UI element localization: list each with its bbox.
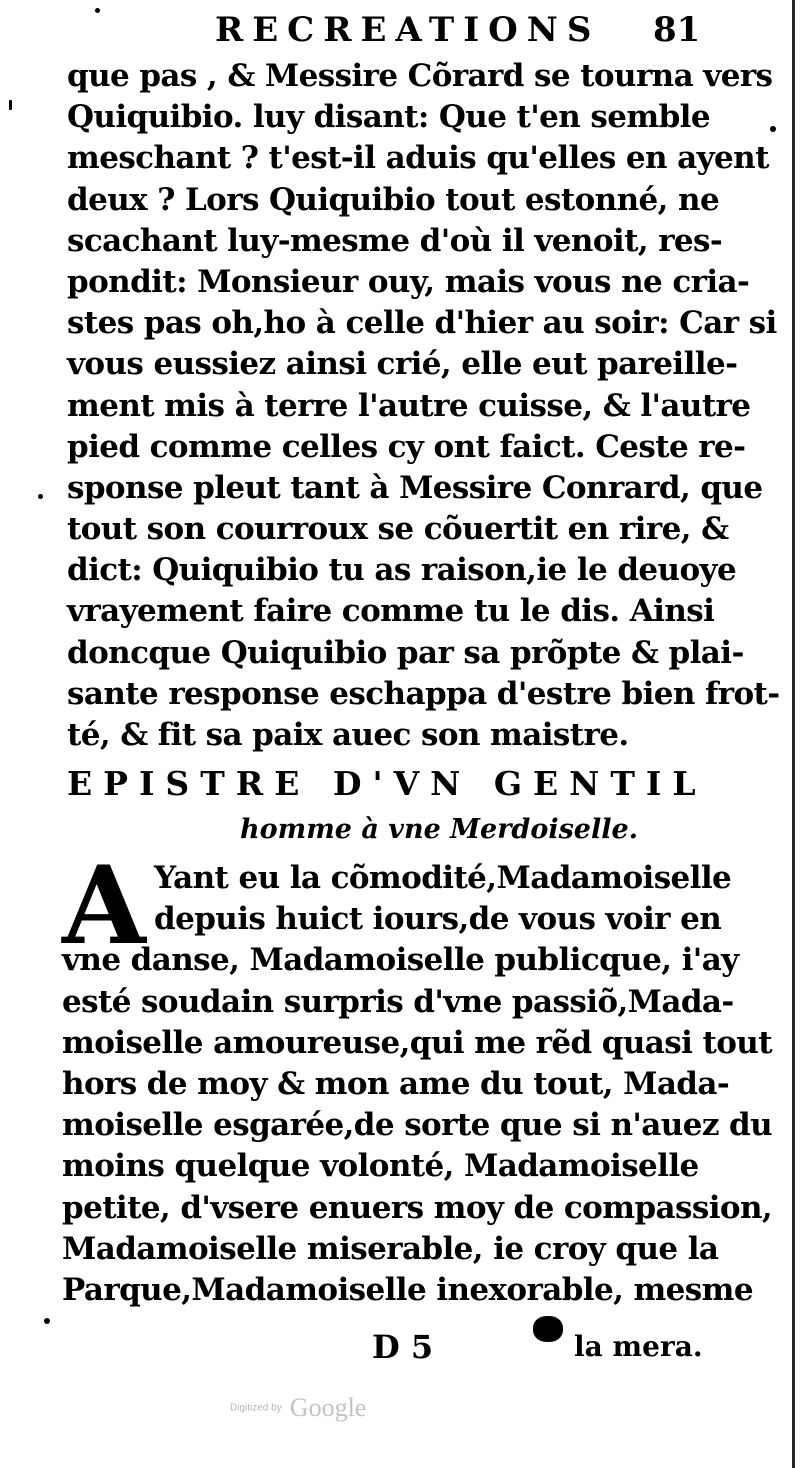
ink-speck xyxy=(38,494,43,499)
signature-mark: D 5 xyxy=(372,1328,434,1366)
text-line: esté soudain surpris d'vne passiõ,Mada- xyxy=(62,983,734,1020)
running-title: RECREATIONS xyxy=(215,10,601,50)
ink-speck xyxy=(533,1316,563,1342)
text-line: meschant ? t'est-il aduis qu'elles en ayent xyxy=(67,140,769,177)
text-line: vous eussiez ainsi crié, elle eut pareille- xyxy=(67,346,738,383)
text-line: petite, d'vsere enuers moy de compassion, xyxy=(62,1189,773,1226)
ink-speck xyxy=(95,8,100,13)
ink-speck xyxy=(770,126,776,132)
text-line: Parque,Madamoiselle inexorable, mesme xyxy=(62,1271,753,1308)
ink-speck xyxy=(44,1318,50,1324)
text-line: scachant luy-mesme d'où il venoit, res- xyxy=(67,222,723,259)
anecdote-paragraph xyxy=(67,56,780,756)
text-line: depuis huict iours,de vous voir en xyxy=(154,901,722,938)
text-line: moiselle esgarée,de sorte que si n'auez du xyxy=(62,1107,773,1144)
text-line: Yant eu la cõmodité,Madamoiselle xyxy=(154,860,732,896)
text-line: pied comme celles cy ont faict. Ceste re- xyxy=(67,428,746,465)
text-line: deux ? Lors Quiquibio tout estonné, ne xyxy=(67,181,720,218)
digitized-label: Digitized by xyxy=(230,1402,282,1414)
drop-cap: A xyxy=(62,843,146,969)
text-line: Madamoiselle miserable, ie croy que la xyxy=(62,1230,719,1267)
text-line: té, & fit sa paix auec son maistre. xyxy=(67,717,629,753)
google-label: Google xyxy=(289,1393,367,1422)
text-line: moins quelque volonté, Madamoiselle xyxy=(62,1148,699,1185)
text-line: moiselle amoureuse,qui me rẽd quasi tout xyxy=(62,1024,772,1061)
text-line: pondit: Monsieur ouy, mais vous ne cria- xyxy=(67,263,750,300)
text-line: sante response eschappa d'estre bien frot- xyxy=(67,675,780,712)
text-line: ment mis à terre l'autre cuisse, & l'autre xyxy=(67,387,751,424)
running-head xyxy=(215,10,715,50)
text-line: dict: Quiquibio tu as raison,ie le deuoye xyxy=(67,552,737,589)
ink-speck xyxy=(9,100,12,110)
text-line: que pas , & Messire Cõrard se tourna vers xyxy=(67,58,773,94)
catchword: la mera. xyxy=(574,1330,703,1363)
section-subtitle: homme à vne Merdoiselle. xyxy=(240,814,639,845)
section-title: EPISTRE D'VN GENTIL xyxy=(67,764,707,803)
text-line: hors de moy & mon ame du tout, Mada- xyxy=(62,1065,730,1102)
page-edge-shadow xyxy=(792,0,795,1468)
text-line: stes pas oh,ho à celle d'hier au soir: Car si xyxy=(67,305,777,342)
text-line: doncque Quiquibio par sa prõpte & plai- xyxy=(67,634,744,671)
text-line: vne danse, Madamoiselle publicque, i'ay xyxy=(62,942,739,979)
text-line: sponse pleut tant à Messire Conrard, que xyxy=(67,469,763,506)
page-number: 81 xyxy=(653,10,701,50)
text-line: Quiquibio. luy disant: Que t'en semble xyxy=(67,99,710,136)
digitized-watermark xyxy=(230,1393,366,1427)
text-line: vrayement faire comme tu le dis. Ainsi xyxy=(67,593,715,630)
text-line: tout son courroux se cõuertit en rire, & xyxy=(67,511,729,548)
